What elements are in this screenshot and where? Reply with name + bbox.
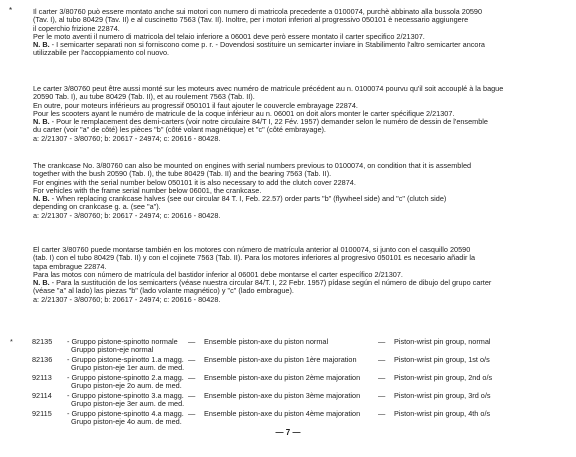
- text-line: Le carter 3/80760 peut être aussi monté sur les moteurs avec numéro de matricule précédent au n. 0100074 pourvu qu'il soit accouplé à la bague: [33, 84, 504, 93]
- text-line: Para las motos con número de matrícula del bastidor inferior al 06001 debe montarse el carter específico 2/21307.: [33, 269, 403, 279]
- paragraph-italian: [33, 8, 555, 58]
- parts-row: [10, 374, 570, 392]
- text-line: a: 2/21307 - 3/80760; b: 20617 - 24974; c: 20616 - 80428.: [33, 294, 221, 304]
- text-line: Il carter 3/80760 può essere montato anche sui motori con numero di matricola precedente a 0100074, purchè abbinato alla bussola 20590: [33, 7, 483, 16]
- text-line: El carter 3/80760 puede montarse también en los motores con número de matrícula anterior al 0100074, si junto con el casquillo 20590: [33, 245, 471, 254]
- text-line: together with the bush 20590 (Tab. I), the tube 80429 (Tab. II) and the bearing 7563 (Tab. II).: [33, 169, 332, 179]
- part-description-it-es: [67, 338, 178, 355]
- part-code: 92114: [32, 391, 52, 400]
- part-code: 82135: [32, 337, 53, 346]
- paragraph-english: [33, 162, 555, 220]
- text-line: - Gruppo pistone-spinotto 2.a magg.: [67, 373, 184, 382]
- text-line: (véase "a" al lado) las piezas "b" (lado volante magnético) y "c" (lado embrague).: [33, 286, 294, 296]
- page-number: — 7 —: [275, 428, 301, 437]
- separator-dash: —: [378, 373, 386, 382]
- text-line: N. B. - I semicarter separati non si forniscono come p. r. - Dovendosi sostituire un semicarter inviare in Stabilimento l'altro semicarter ancora: [33, 40, 485, 50]
- part-description-en: Piston-wrist pin group, 2nd o/s: [394, 373, 493, 382]
- text-line: du carter (voir "a" de côté) les pièces "b" (côté volant magnétique) et "c" (côté embrayage).: [33, 125, 326, 135]
- part-description-fr: Ensemble piston-axe du piston 3ème majoration: [204, 391, 361, 400]
- separator-dash: —: [378, 409, 386, 418]
- separator-dash: —: [188, 373, 196, 382]
- text-line: - Gruppo pistone-spinotto normale: [67, 337, 178, 346]
- text-line: Grupo piston-eje 2o aum. de med.: [71, 381, 182, 391]
- text-line: (Tav. I), al tubo 80429 (Tav. II) e al cuscinetto 7563 (Tav. II). Inoltre, per i motori inferiori al progressivo 050101 è necessario aggiungere: [33, 15, 469, 25]
- text-line: Grupo piston-eje 3er aum. de med.: [71, 399, 185, 409]
- text-line: - Gruppo pistone-spinotto 4.a magg.: [67, 409, 184, 418]
- text-line: N. B. - Para la sustitución de los semicarters (véase nuestra circular 84/T. I, 22 Febr. 1957) pídase según el número de dibujo del grupo carter: [33, 278, 492, 288]
- part-description-en: Piston-wrist pin group, 4th o/s: [394, 409, 491, 418]
- text-line: depending on crankcase g. a. (see "a").: [33, 202, 161, 212]
- parts-row: [10, 356, 570, 374]
- part-description-it-es: [67, 356, 184, 373]
- part-description-it-es: [67, 374, 184, 391]
- part-description-fr: Ensemble piston-axe du piston 1ère majoration: [204, 355, 357, 364]
- paragraph-spanish: [33, 246, 555, 304]
- text-line: - Gruppo pistone-spinotto 1.a magg.: [67, 355, 184, 364]
- text-line: tapa embrague 22874.: [33, 261, 107, 271]
- text-line: il coperchio frizione 22874.: [33, 23, 120, 33]
- star-marker: *: [10, 337, 13, 346]
- paragraph-french: [33, 85, 555, 143]
- text-line: Per le moto aventi il numero di matricola del telaio inferiore a 06001 deve però essere montato il carter specifico 2/21307.: [33, 31, 425, 41]
- text-line: Pour les scooters ayant le numéro de matricule de la coque inférieur au n. 06001 on doit alors monter le carter spécifique 2/21307.: [33, 108, 455, 118]
- text-line: utilizzabile per l'accoppiamento col nuovo.: [33, 48, 170, 58]
- part-description-fr: Ensemble piston-axe du piston 4ème majoration: [204, 409, 361, 418]
- separator-dash: —: [378, 355, 386, 364]
- text-line: - Gruppo pistone-spinotto 3.a magg.: [67, 391, 184, 400]
- parts-list: [10, 338, 570, 428]
- part-description-en: Piston-wrist pin group, normal: [394, 337, 491, 346]
- text-line: N. B. - Pour le remplacement des demi-carters (voir notre circulaire 84/T I, 22 Fév. 1957) demander selon le numéro de dessin de l'ensemble: [33, 117, 488, 127]
- text-line: Gruppo piston-eje normal: [71, 345, 154, 355]
- text-line: a: 2/21307 - 3/80760; b: 20617 - 24974; c: 20616 - 80428.: [33, 210, 221, 220]
- part-description-it-es: [67, 392, 184, 409]
- separator-dash: —: [188, 337, 196, 346]
- parts-row: [10, 392, 570, 410]
- part-code: 82136: [32, 355, 53, 364]
- part-description-en: Piston-wrist pin group, 3rd o/s: [394, 391, 491, 400]
- separator-dash: —: [188, 409, 196, 418]
- parts-row: [10, 338, 570, 356]
- text-line: For vehicles with the frame serial number below 06001, the crankcase.: [33, 185, 262, 195]
- separator-dash: —: [188, 355, 196, 364]
- text-line: The crankcase No. 3/80760 can also be mounted on engines with serial numbers previous to 0100074, on condition that it is assembled: [33, 161, 472, 170]
- part-description-it-es: [67, 410, 184, 427]
- part-description-fr: Ensemble piston-axe du piston 2ème majoration: [204, 373, 361, 382]
- part-code: 92113: [32, 373, 52, 382]
- text-line: a: 2/21307 - 3/80760; b: 20617 - 24974; c: 20616 - 80428.: [33, 133, 221, 143]
- separator-dash: —: [378, 391, 386, 400]
- text-line: Grupo piston-eje 1er aum. de med.: [71, 363, 185, 373]
- separator-dash: —: [378, 337, 386, 346]
- text-line: En outre, pour moteurs inférieurs au progressif 050101 il faut ajouter le couvercle embrayage 22874.: [33, 100, 358, 110]
- text-line: For engines with the serial number below 050101 it is also necessary to add the clutch cover 22874.: [33, 177, 356, 187]
- text-line: Grupo piston-eje 4o aum. de med.: [71, 417, 182, 427]
- part-code: 92115: [32, 409, 52, 418]
- text-line: N. B. - When replacing crankcase halves (see our circular 84 T. I, Feb. 22.57) order parts "b" (flywheel side) and "c" (clutch side): [33, 194, 447, 204]
- star-marker: *: [9, 6, 13, 15]
- parts-row: [10, 410, 570, 428]
- separator-dash: —: [188, 391, 196, 400]
- part-description-fr: Ensemble piston-axe du piston normal: [204, 337, 329, 346]
- text-line: (tab. I) con el tubo 80429 (Tab. II) y con el cojinete 7563 (Tab. II). Para los motores inferiores al progresivo 050101 es necesario añadir la: [33, 253, 476, 263]
- text-line: 20590 Tab. I), au tube 80429 (Tab. II), et au roulement 7563 (Tab. II).: [33, 92, 255, 102]
- part-description-en: Piston-wrist pin group, 1st o/s: [394, 355, 490, 364]
